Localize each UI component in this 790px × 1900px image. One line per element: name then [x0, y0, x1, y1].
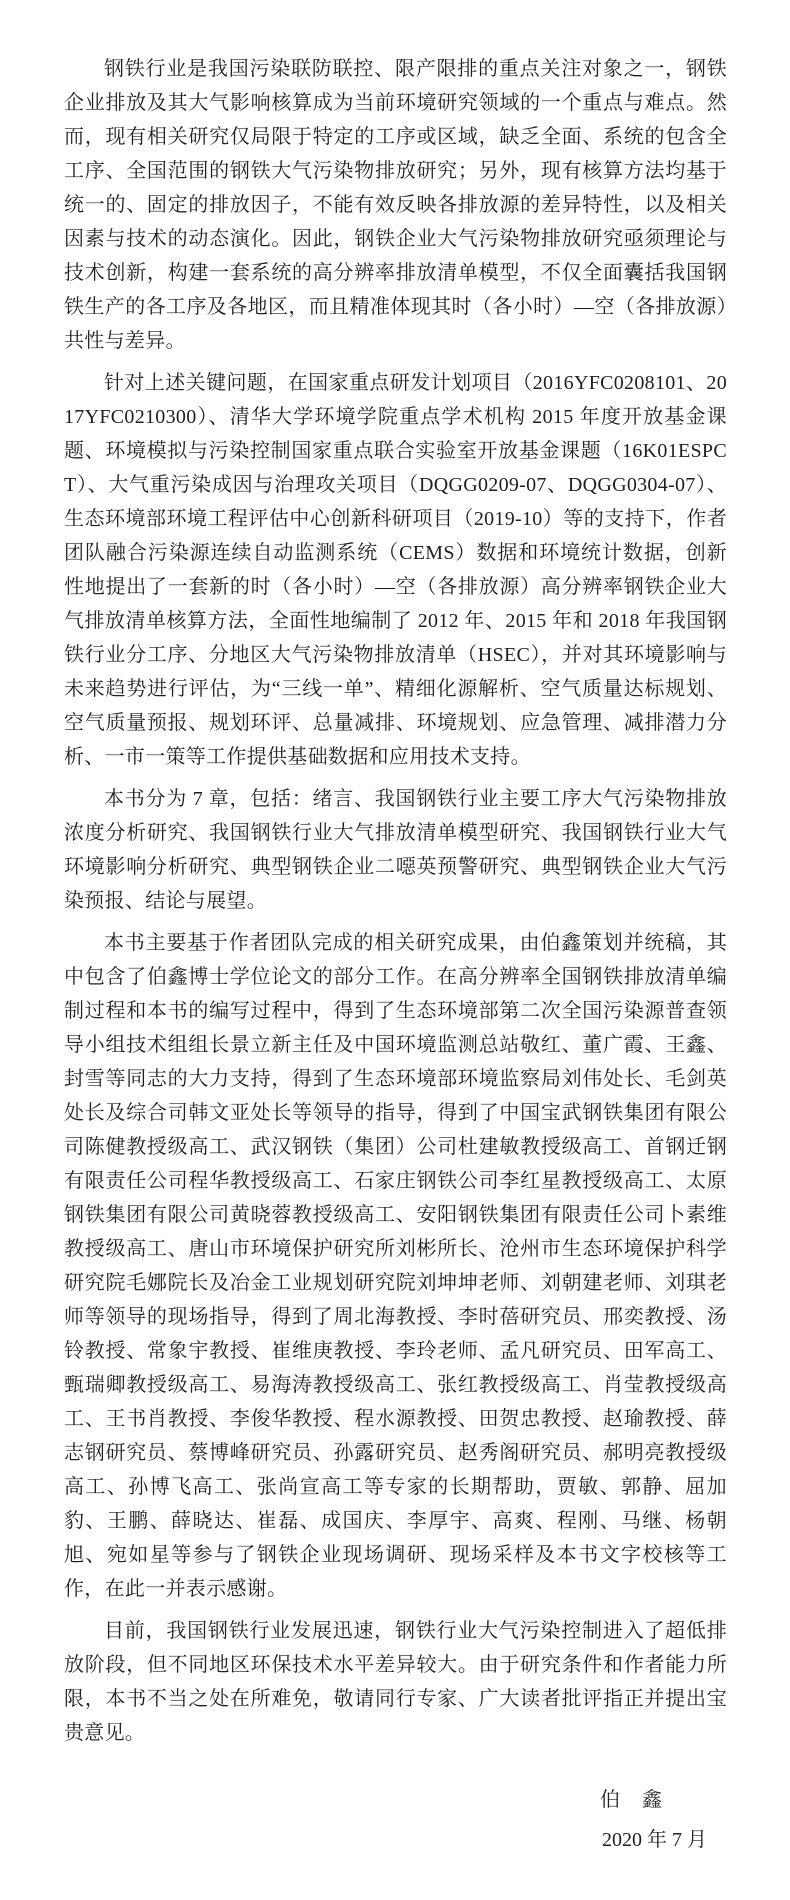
paragraph-closing: 目前，我国钢铁行业发展迅速，钢铁行业大气污染控制进入了超低排放阶段，但不同地区环保技术水平差异较大。由于研究条件和作者能力所限，本书不当之处在所难免，敬请同行专家、广大读者批评指正并提出宝贵意见。	[64, 1620, 727, 1744]
signature-date: 2020 年 7 月	[602, 1829, 707, 1851]
paragraph-projects: 针对上述关键问题，在国家重点研发计划项目（2016YFC0208101、2017YFC0210300）、清华大学环境学院重点学术机构 2015 年度开放基金课题、环境模拟与污染控制国家重点联合实验室开放基金课题（16K01ESPCT）、大气重污染成因与治理攻关项目（DQGG0209-07、DQGG0304-07）、生态环境部环境工程评估中心创新科研项目（2019-10）等的支持下，作者团队融合污染源连续自动监测系统（CEMS）数据和环境统计数据，创新性地提出了一套新的时（各小时）—空（各排放源）高分辨率钢铁企业大气排放清单核算方法，全面性地编制了 2012 年、2015 年和 2018 年我国钢铁行业分工序、分地区大气污染物排放清单（HSEC），并对其环境影响与未来趋势进行评估，为“三线一单”、精细化源解析、空气质量达标规划、空气质量预报、规划环评、总量减排、环境规划、应急管理、减排潜力分析、一市一策等工作提供基础数据和应用技术支持。	[64, 372, 727, 768]
signature-block	[64, 1780, 707, 1860]
preface-body	[64, 52, 727, 1860]
paragraph-chapters: 本书分为 7 章，包括：绪言、我国钢铁行业主要工序大气污染物排放浓度分析研究、我国钢铁行业大气排放清单模型研究、我国钢铁行业大气环境影响分析研究、典型钢铁企业二噁英预警研究、典型钢铁企业大气污染预报、结论与展望。	[64, 788, 727, 912]
paragraph-acknowledgements: 本书主要基于作者团队完成的相关研究成果，由伯鑫策划并统稿，其中包含了伯鑫博士学位论文的部分工作。在高分辨率全国钢铁排放清单编制过程和本书的编写过程中，得到了生态环境部第二次全国污染源普查领导小组技术组组长景立新主任及中国环境监测总站敬红、董广霞、王鑫、封雪等同志的大力支持，得到了生态环境部环境监察局刘伟处长、毛剑英处长及综合司韩文亚处长等领导的指导，得到了中国宝武钢铁集团有限公司陈健教授级高工、武汉钢铁（集团）公司杜建敏教授级高工、首钢迁钢有限责任公司程华教授级高工、石家庄钢铁公司李红星教授级高工、太原钢铁集团有限公司黄晓蓉教授级高工、安阳钢铁集团有限责任公司卜素维教授级高工、唐山市环境保护研究所刘彬所长、沧州市生态环境保护科学研究院毛娜院长及冶金工业规划研究院刘坤坤老师、刘朝建老师、刘琪老师等领导的现场指导，得到了周北海教授、李时蓓研究员、邢奕教授、汤铃教授、常象宇教授、崔维庚教授、李玲老师、孟凡研究员、田军高工、甄瑞卿教授级高工、易海涛教授级高工、张红教授级高工、肖莹教授级高工、王书肖教授、李俊华教授、程水源教授、田贺忠教授、赵瑜教授、薛志钢研究员、蔡博峰研究员、孙露研究员、赵秀阁研究员、郝明亮教授级高工、孙博飞高工、张尚宣高工等专家的长期帮助，贾敏、郭静、屈加豹、王鹏、薛晓达、崔磊、成国庆、李厚宇、高爽、程刚、马继、杨朝旭、宛如星等参与了钢铁企业现场调研、现场采样及本书文字校核等工作，在此一并表示感谢。	[64, 932, 727, 1600]
author-signature: 伯 鑫	[600, 1789, 663, 1811]
paragraph-intro: 钢铁行业是我国污染联防联控、限产限排的重点关注对象之一，钢铁企业排放及其大气影响核算成为当前环境研究领域的一个重点与难点。然而，现有相关研究仅局限于特定的工序或区域，缺乏全面、系统的包含全工序、全国范围的钢铁大气污染物排放研究；另外，现有核算方法均基于统一的、固定的排放因子，不能有效反映各排放源的差异特性，以及相关因素与技术的动态演化。因此，钢铁企业大气污染物排放研究亟须理论与技术创新，构建一套系统的高分辨率排放清单模型，不仅全面囊括我国钢铁生产的各工序及各地区，而且精准体现其时（各小时）—空（各排放源）共性与差异。	[64, 58, 727, 352]
